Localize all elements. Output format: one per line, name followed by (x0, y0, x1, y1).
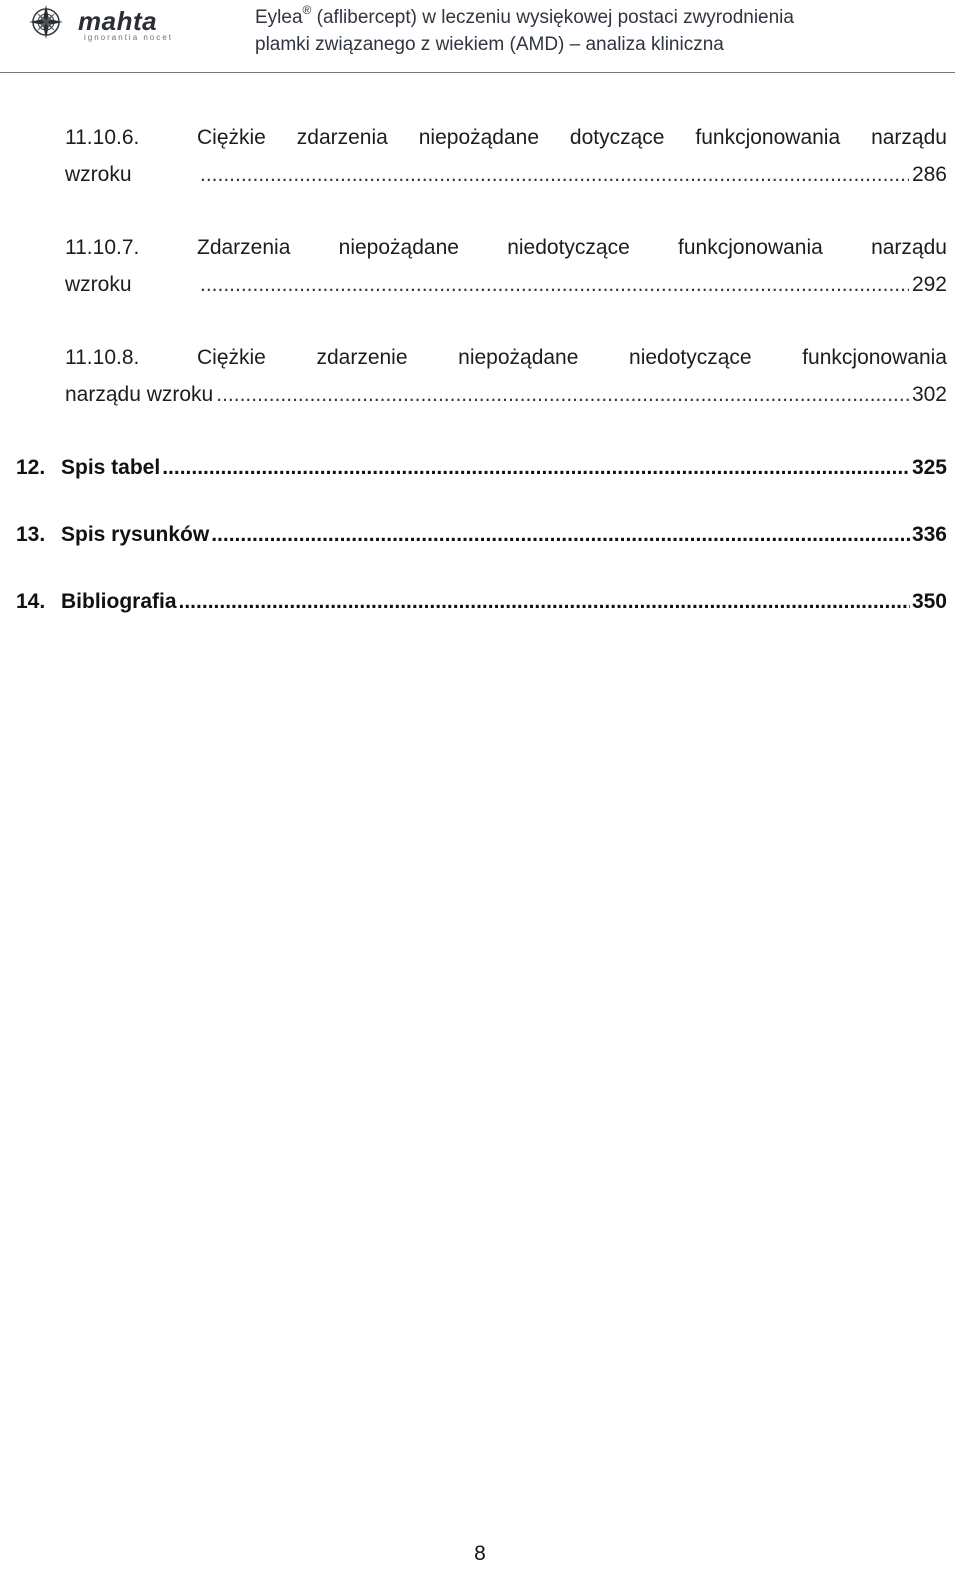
toc-main-title: Bibliografia (61, 590, 177, 613)
toc-main-title: Spis tabel (61, 456, 161, 479)
toc-main-number: 13. (16, 523, 46, 546)
toc-entry-page: 292 (911, 273, 947, 296)
document-title-line2: plamki związanego z wiekiem (AMD) – analiza kliniczna (255, 34, 724, 55)
toc-main-page: 325 (911, 456, 947, 479)
toc-main-number: 12. (16, 456, 46, 479)
document-title-line1: Eylea® (aflibercept) w leczeniu wysiękowej postaci zwyrodnienia (255, 2, 794, 28)
toc-main-page: 336 (911, 523, 947, 546)
toc-main-entry[interactable] (16, 586, 947, 618)
header-rule (0, 72, 955, 73)
toc-dot-leader (162, 452, 910, 484)
toc-entry-number: 11.10.6. (65, 126, 140, 149)
toc-entry-continuation: wzroku (65, 273, 132, 296)
toc-entry[interactable] (65, 118, 947, 192)
toc-dot-leader (179, 586, 910, 618)
toc-entry-number: 11.10.8. (65, 346, 140, 369)
toc-dot-leader (200, 158, 909, 192)
logo-tagline: ignorantia nocet (84, 33, 173, 42)
toc-main-entry[interactable] (16, 452, 947, 484)
toc-main-page: 350 (911, 590, 947, 613)
toc-dot-leader (216, 378, 909, 412)
toc-entry-title: Ciężkie zdarzenie niepożądane niedotyczące funkcjonowania (197, 346, 947, 369)
page-number: 8 (474, 1542, 486, 1565)
table-of-contents (65, 118, 947, 412)
toc-main-entry[interactable] (16, 519, 947, 551)
mahta-logo (26, 4, 196, 44)
toc-entry-continuation: narządu wzroku (65, 383, 214, 406)
registered-mark: ® (302, 2, 312, 17)
toc-entry-title: Zdarzenia niepożądane niedotyczące funkcjonowania narządu (197, 236, 947, 259)
toc-entry[interactable] (65, 338, 947, 412)
toc-entry[interactable] (65, 228, 947, 302)
toc-main-number: 14. (16, 590, 46, 613)
toc-dot-leader (211, 519, 910, 551)
toc-entry-page: 302 (911, 383, 947, 406)
toc-entry-page: 286 (911, 163, 947, 186)
toc-entry-number: 11.10.7. (65, 236, 140, 259)
logo-wordmark: mahta (78, 6, 158, 36)
toc-main-title: Spis rysunków (61, 523, 210, 546)
page-header (0, 0, 960, 76)
toc-dot-leader (200, 268, 909, 302)
toc-entry-title: Ciężkie zdarzenia niepożądane dotyczące funkcjonowania narządu (197, 126, 947, 149)
toc-entry-continuation: wzroku (65, 163, 132, 186)
document-title (255, 4, 955, 58)
